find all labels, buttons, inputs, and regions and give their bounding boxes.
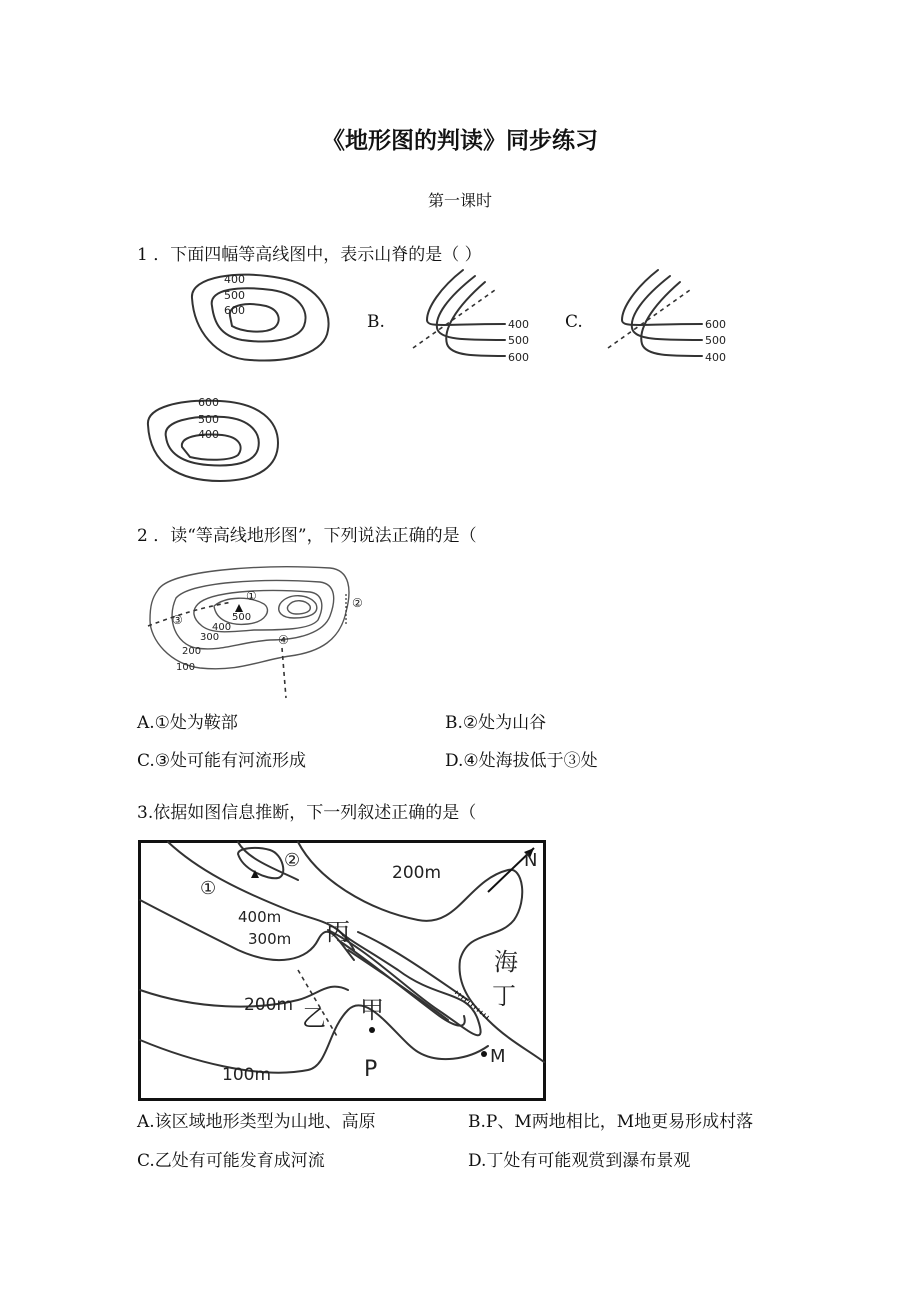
elevation-label: 200m — [244, 995, 294, 1015]
contour-label: 600 — [508, 351, 529, 364]
marker-label: ④ — [278, 633, 289, 647]
elevation-label: 100 — [176, 662, 196, 673]
place-label: 海 — [494, 948, 518, 976]
elevation-label: 200 — [182, 646, 202, 657]
contour-label: 500 — [508, 334, 529, 347]
q2-option-d[interactable]: D.④处海拔低于③处 — [445, 751, 598, 771]
contour-label: 500 — [705, 334, 726, 347]
contour-label: 600 — [198, 396, 219, 409]
elevation-label: 400 — [212, 622, 232, 633]
elevation-label: 300m — [248, 930, 292, 948]
q3-topographic-map — [138, 840, 548, 1102]
q2-contour-map — [140, 560, 365, 700]
elevation-label: 100m — [222, 1065, 272, 1085]
elevation-label: 400m — [238, 908, 282, 926]
marker-label: ① — [246, 589, 257, 603]
north-label: N — [524, 850, 538, 871]
q1-figure-a — [180, 268, 340, 368]
page-title: 《地形图的判读》同步练习 — [322, 128, 598, 154]
q2-option-c[interactable]: C.③处可能有河流形成 — [137, 751, 307, 771]
q1-option-b-letter: B. — [367, 312, 385, 332]
q2-option-a[interactable]: A.①处为鞍部 — [137, 713, 238, 733]
q1-figure-d — [140, 395, 285, 490]
page-subtitle: 第一课时 — [427, 191, 492, 210]
marker-label: ② — [284, 850, 301, 871]
place-label: M — [490, 1046, 506, 1067]
marker-label: ① — [200, 878, 217, 899]
contour-label: 600 — [705, 318, 726, 331]
q3-option-b[interactable]: B.P、M两地相比，M地更易形成村落 — [468, 1112, 754, 1132]
place-label: 乙 — [302, 1004, 326, 1032]
marker-label: ③ — [172, 613, 183, 627]
marker-label: ② — [352, 596, 363, 610]
q1-figure-c — [600, 268, 735, 368]
q3-option-d[interactable]: D.丁处有可能观赏到瀑布景观 — [468, 1151, 691, 1171]
q1-figure-b — [405, 268, 540, 368]
place-label: 丙 — [326, 918, 350, 946]
q1-option-c-letter: C. — [565, 312, 583, 332]
place-label: 丁 — [492, 982, 516, 1010]
contour-label: 400 — [508, 318, 529, 331]
elevation-label: 500 — [232, 612, 252, 623]
place-label: P — [364, 1057, 378, 1082]
contour-label: 500 — [198, 413, 219, 426]
elevation-label: 200m — [392, 863, 442, 883]
contour-label: 400 — [198, 428, 219, 441]
elevation-label: 300 — [200, 632, 220, 643]
contour-label: 400 — [705, 351, 726, 364]
contour-label: 400 — [224, 273, 245, 286]
contour-label: 500 — [224, 289, 245, 302]
question-2-text: 2 ．读“等高线地形图”，下列说法正确的是（ — [137, 526, 477, 546]
q2-option-b[interactable]: B.②处为山谷 — [445, 713, 547, 733]
contour-label: 600 — [224, 304, 245, 317]
question-3-text: 3.依据如图信息推断，下一列叙述正确的是（ — [137, 803, 477, 823]
place-label: 甲 — [360, 996, 384, 1024]
question-1-text: 1 ．下面四幅等高线图中，表示山脊的是（ ） — [137, 245, 482, 265]
q3-option-a[interactable]: A.该区域地形类型为山地、高原 — [137, 1112, 376, 1132]
q3-option-c[interactable]: C.乙处有可能发育成河流 — [137, 1151, 325, 1171]
